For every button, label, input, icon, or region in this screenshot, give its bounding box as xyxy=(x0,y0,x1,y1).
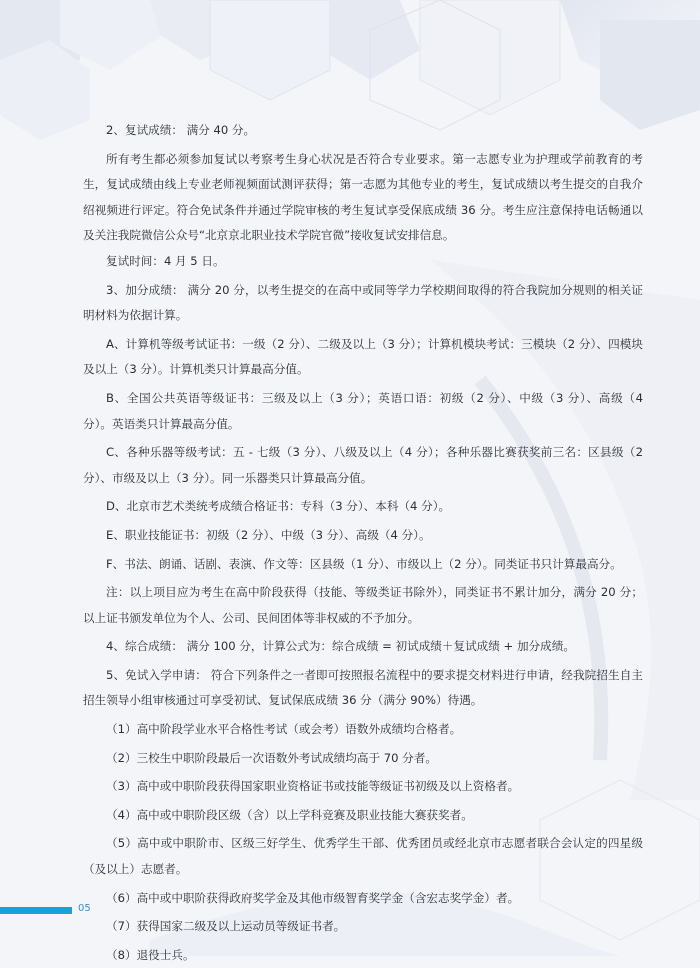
page-number: 05 xyxy=(78,903,91,914)
exemption-item: （8）退役士兵。 xyxy=(106,947,195,962)
bonus-note: 注：以上项目应为考生在高中阶段获得（技能、等级类证书除外），同类证书不累计加分，满分 20 分；以上证书颁发单位为个人、公司、民间团体等非权威的不予加分。 xyxy=(83,585,643,625)
section-heading-retest: 2、复试成绩： 满分 40 分。 xyxy=(106,123,256,137)
bonus-item: F、书法、朗诵、话剧、表演、作文等：区县级（1 分）、市级以上（2 分）。同类证书只计算最高分。 xyxy=(106,556,622,571)
bonus-item: C、各种乐器等级考试：五 - 七级（3 分）、八级及以上（4 分）；各种乐器比赛获奖前三名：区县级（2 分）、市级及以上（3 分）。同一乐器类只计算最高分值。 xyxy=(83,445,643,485)
exemption-item: （3）高中或中职阶段获得国家职业资格证书或技能等级证书初级及以上资格者。 xyxy=(106,779,520,794)
exemption-item: （2）三校生中职阶段最后一次语数外考试成绩均高于 70 分者。 xyxy=(106,750,437,765)
exemption-item: （6）高中或中职阶获得政府奖学金及其他市级智育奖学金（含宏志奖学金）者。 xyxy=(106,890,520,905)
retest-time: 复试时间：4 月 5 日。 xyxy=(106,253,225,268)
exemption-item: （5）高中或中职阶市、区级三好学生、优秀学生干部、优秀团员或经北京市志愿者联合会认定的四星级（及以上）志愿者。 xyxy=(83,836,643,877)
section-heading-total: 4、综合成绩： 满分 100 分，计算公式为：综合成绩 = 初试成绩＋复试成绩 + 加分成绩。 xyxy=(106,639,575,654)
exemption-item: （1）高中阶段学业水平合格性考试（或会考）语数外成绩均合格者。 xyxy=(106,722,462,737)
section-heading-bonus: 3、加分成绩： 满分 20 分，以考生提交的在高中或同等学力学校期间取得的符合我院加分规则的相关证明材料为依据计算。 xyxy=(83,282,643,323)
bonus-item: B、全国公共英语等级证书：三级及以上（3 分）；英语口语：初级（2 分）、中级（3 分）、高级（4 分）。英语类只计算最高分值。 xyxy=(83,390,643,431)
bonus-item: A、计算机等级考试证书：一级（2 分）、二级及以上（3 分）；计算机模块考试：三模块（2 分）、四模块及以上（3 分）。计算机类只计算最高分值。 xyxy=(83,336,643,377)
exemption-item: （7）获得国家二级及以上运动员等级证书者。 xyxy=(106,919,346,934)
document-body xyxy=(83,118,643,968)
footer-accent-bar xyxy=(0,907,72,914)
bonus-item: E、职业技能证书：初级（2 分）、中级（3 分）、高级（4 分）。 xyxy=(106,527,431,542)
retest-description: 所有考生都必须参加复试以考察考生身心状况是否符合专业要求。第一志愿专业为护理或学前教育的考生，复试成绩由线上专业老师视频面试测评获得；第一志愿为其他专业的考生，复试成绩以考生提交的自我介绍视频进行评定。符合免试条件并通过学院审核的考生复试享受保底成绩 36 分。考生应注意保持电话畅通以及关注我院微信公众号“北京京北职业技术学院官微”接收复试安排信息。 xyxy=(83,151,643,243)
section-heading-exemption: 5、免试入学申请： 符合下列条件之一者即可按照报名流程中的要求提交材料进行申请，经我院招生自主招生领导小组审核通过可享受初试、复试保底成绩 36 分（满分 90%）待遇。 xyxy=(83,667,643,708)
bonus-item: D、北京市艺术类统考成绩合格证书：专科（3 分）、本科（4 分）。 xyxy=(106,499,451,514)
exemption-item: （4）高中或中职阶段区级（含）以上学科竞赛及职业技能大赛获奖者。 xyxy=(106,807,473,822)
